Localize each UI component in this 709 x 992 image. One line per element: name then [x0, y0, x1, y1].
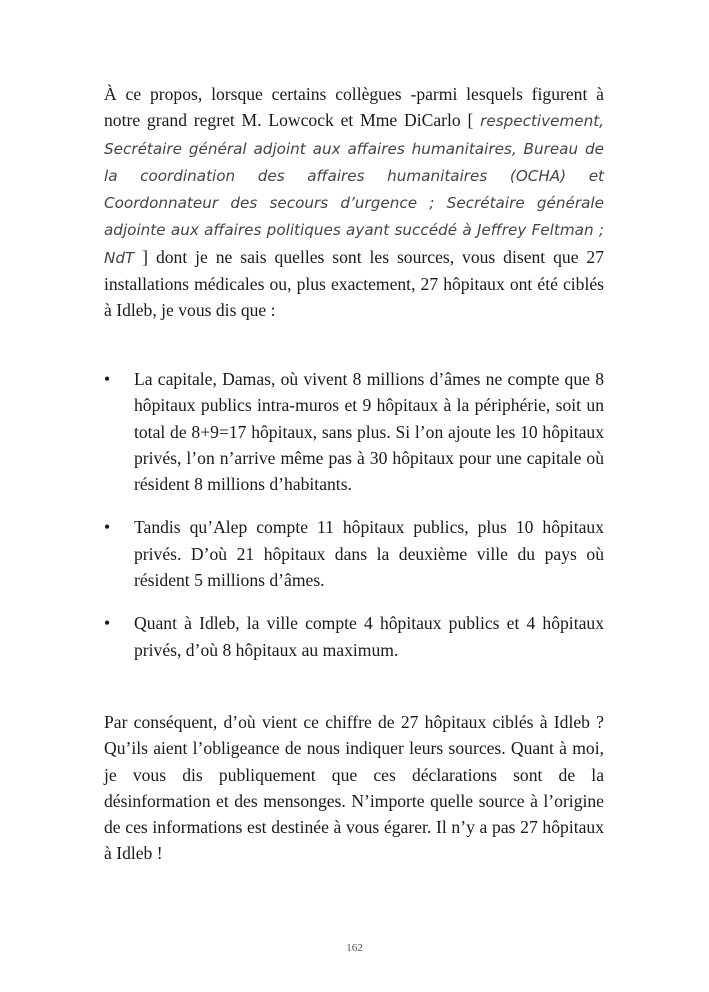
hospital-bullet-list: [104, 366, 604, 680]
list-item-text: Quant à Idleb, la ville compte 4 hôpitaux publics et 4 hôpitaux privés, d’où 8 hôpitaux au maximum.: [134, 613, 604, 660]
translator-note: respectivement, Secrétaire général adjoint aux affaires humanitaires, Bureau de la coordination des affaires humanitaires (OCHA) et Coordonnateur des secours d’urgence ; Secrétaire générale adjointe aux affaires politiques ayant succédé à Jeffrey Feltman ; NdT: [104, 112, 604, 267]
list-item-text: La capitale, Damas, où vivent 8 millions d’âmes ne compte que 8 hôpitaux publics intra-muros et 9 hôpitaux à la périphérie, soit un total de 8+9=17 hôpitaux, sans plus. Si l’on ajoute les 10 hôpitaux privés, l’on n’arrive même pas à 30 hôpitaux pour une capitale où résident 8 millions d’habitants.: [134, 369, 604, 495]
list-item-idleb: [104, 610, 604, 663]
bullet-icon: •: [104, 517, 111, 538]
page-number: 162: [346, 942, 363, 954]
intro-tail-text: ] dont je ne sais quelles sont les sources, vous disent que 27 installations médicales ou, plus exactement, 27 hôpitaux ont été ciblés à Idleb, je vous dis que :: [104, 246, 604, 321]
intro-paragraph: [104, 81, 604, 324]
list-item-alep: [104, 514, 604, 593]
intro-lead-text: À ce propos, lorsque certains collègues -parmi lesquels figurent à notre grand regret M. Lowcock et Mme DiCarlo [: [104, 84, 604, 131]
conclusion-paragraph: Par conséquent, d’où vient ce chiffre de 27 hôpitaux ciblés à Idleb ? Qu’ils aient l’obligeance de nous indiquer leurs sources. Quant à moi, je vous dis publiquement que ces déclarations sont de la désinformation et des mensonges. N’importe quelle source à l’origine de ces informations est destinée à vous égarer. Il n’y a pas 27 hôpitaux à Idleb !: [104, 712, 604, 864]
bullet-icon: •: [104, 369, 111, 389]
list-item-text: Tandis qu’Alep compte 11 hôpitaux publics, plus 10 hôpitaux privés. D’où 21 hôpitaux dans la deuxième ville du pays où résident 5 millions d’âmes.: [134, 517, 604, 591]
bullet-icon: •: [104, 613, 111, 634]
list-item-damas: [104, 366, 604, 497]
